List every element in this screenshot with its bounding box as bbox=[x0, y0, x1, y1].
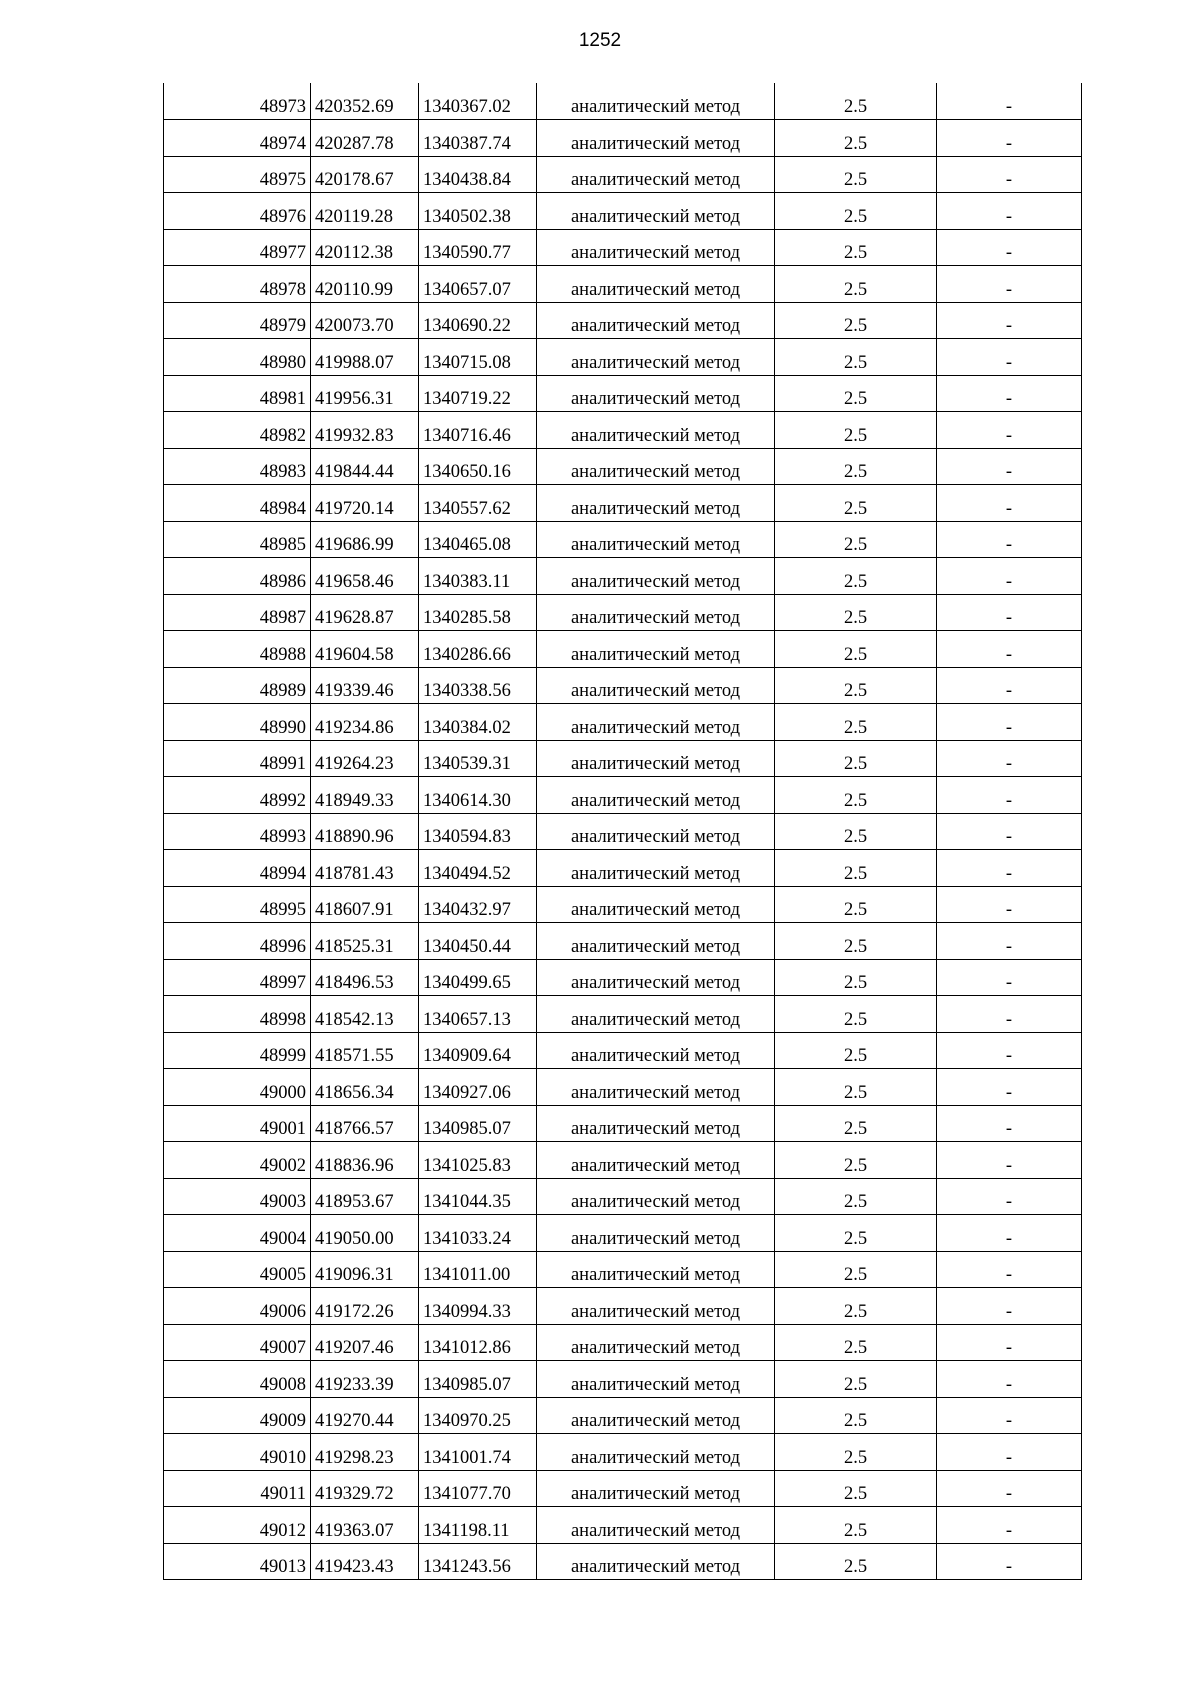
description-cell: - bbox=[937, 813, 1082, 850]
method-cell: аналитический метод bbox=[537, 996, 775, 1033]
y-coordinate-cell: 1341243.56 bbox=[419, 1543, 537, 1580]
method-cell: аналитический метод bbox=[537, 740, 775, 777]
point-number-cell: 49009 bbox=[164, 1397, 311, 1434]
description-cell: - bbox=[937, 1507, 1082, 1544]
point-number-cell: 49010 bbox=[164, 1434, 311, 1471]
table-row bbox=[164, 266, 1082, 303]
description-cell: - bbox=[937, 959, 1082, 996]
table-row bbox=[164, 1543, 1082, 1580]
method-cell: аналитический метод bbox=[537, 1397, 775, 1434]
coordinates-table-body bbox=[164, 83, 1082, 1580]
point-number-cell: 48990 bbox=[164, 704, 311, 741]
x-coordinate-cell: 419988.07 bbox=[311, 339, 419, 376]
point-number-cell: 49002 bbox=[164, 1142, 311, 1179]
precision-cell: 2.5 bbox=[775, 1288, 937, 1325]
method-cell: аналитический метод bbox=[537, 448, 775, 485]
method-cell: аналитический метод bbox=[537, 120, 775, 157]
x-coordinate-cell: 418949.33 bbox=[311, 777, 419, 814]
y-coordinate-cell: 1341033.24 bbox=[419, 1215, 537, 1252]
y-coordinate-cell: 1340657.07 bbox=[419, 266, 537, 303]
y-coordinate-cell: 1340909.64 bbox=[419, 1032, 537, 1069]
table-row bbox=[164, 521, 1082, 558]
precision-cell: 2.5 bbox=[775, 1251, 937, 1288]
description-cell: - bbox=[937, 777, 1082, 814]
description-cell: - bbox=[937, 1324, 1082, 1361]
y-coordinate-cell: 1340650.16 bbox=[419, 448, 537, 485]
precision-cell: 2.5 bbox=[775, 777, 937, 814]
x-coordinate-cell: 419096.31 bbox=[311, 1251, 419, 1288]
precision-cell: 2.5 bbox=[775, 1324, 937, 1361]
y-coordinate-cell: 1340590.77 bbox=[419, 229, 537, 266]
description-cell: - bbox=[937, 375, 1082, 412]
y-coordinate-cell: 1340450.44 bbox=[419, 923, 537, 960]
precision-cell: 2.5 bbox=[775, 229, 937, 266]
table-row bbox=[164, 704, 1082, 741]
y-coordinate-cell: 1340716.46 bbox=[419, 412, 537, 449]
table-row bbox=[164, 412, 1082, 449]
y-coordinate-cell: 1340367.02 bbox=[419, 83, 537, 120]
precision-cell: 2.5 bbox=[775, 996, 937, 1033]
x-coordinate-cell: 419628.87 bbox=[311, 594, 419, 631]
point-number-cell: 48997 bbox=[164, 959, 311, 996]
description-cell: - bbox=[937, 996, 1082, 1033]
table-row bbox=[164, 1507, 1082, 1544]
precision-cell: 2.5 bbox=[775, 521, 937, 558]
x-coordinate-cell: 419686.99 bbox=[311, 521, 419, 558]
x-coordinate-cell: 418542.13 bbox=[311, 996, 419, 1033]
method-cell: аналитический метод bbox=[537, 193, 775, 230]
point-number-cell: 48992 bbox=[164, 777, 311, 814]
coordinates-table bbox=[163, 83, 1082, 1580]
point-number-cell: 48987 bbox=[164, 594, 311, 631]
table-row bbox=[164, 850, 1082, 887]
description-cell: - bbox=[937, 266, 1082, 303]
precision-cell: 2.5 bbox=[775, 667, 937, 704]
method-cell: аналитический метод bbox=[537, 850, 775, 887]
point-number-cell: 48982 bbox=[164, 412, 311, 449]
y-coordinate-cell: 1340539.31 bbox=[419, 740, 537, 777]
point-number-cell: 49013 bbox=[164, 1543, 311, 1580]
table-row bbox=[164, 1178, 1082, 1215]
point-number-cell: 49004 bbox=[164, 1215, 311, 1252]
x-coordinate-cell: 420119.28 bbox=[311, 193, 419, 230]
page-number: 1252 bbox=[578, 30, 622, 51]
point-number-cell: 48991 bbox=[164, 740, 311, 777]
table-row bbox=[164, 1361, 1082, 1398]
x-coordinate-cell: 419298.23 bbox=[311, 1434, 419, 1471]
y-coordinate-cell: 1340432.97 bbox=[419, 886, 537, 923]
y-coordinate-cell: 1340465.08 bbox=[419, 521, 537, 558]
description-cell: - bbox=[937, 412, 1082, 449]
precision-cell: 2.5 bbox=[775, 923, 937, 960]
description-cell: - bbox=[937, 83, 1082, 120]
point-number-cell: 48983 bbox=[164, 448, 311, 485]
table-row bbox=[164, 156, 1082, 193]
precision-cell: 2.5 bbox=[775, 448, 937, 485]
x-coordinate-cell: 419233.39 bbox=[311, 1361, 419, 1398]
table-row bbox=[164, 229, 1082, 266]
method-cell: аналитический метод bbox=[537, 1105, 775, 1142]
x-coordinate-cell: 419207.46 bbox=[311, 1324, 419, 1361]
point-number-cell: 48998 bbox=[164, 996, 311, 1033]
table-row bbox=[164, 886, 1082, 923]
table-row bbox=[164, 1215, 1082, 1252]
description-cell: - bbox=[937, 886, 1082, 923]
description-cell: - bbox=[937, 704, 1082, 741]
description-cell: - bbox=[937, 1397, 1082, 1434]
description-cell: - bbox=[937, 1142, 1082, 1179]
precision-cell: 2.5 bbox=[775, 1434, 937, 1471]
method-cell: аналитический метод bbox=[537, 1543, 775, 1580]
table-row bbox=[164, 1288, 1082, 1325]
method-cell: аналитический метод bbox=[537, 375, 775, 412]
x-coordinate-cell: 420178.67 bbox=[311, 156, 419, 193]
table-row bbox=[164, 83, 1082, 120]
precision-cell: 2.5 bbox=[775, 485, 937, 522]
y-coordinate-cell: 1340690.22 bbox=[419, 302, 537, 339]
y-coordinate-cell: 1340502.38 bbox=[419, 193, 537, 230]
description-cell: - bbox=[937, 1032, 1082, 1069]
point-number-cell: 48979 bbox=[164, 302, 311, 339]
description-cell: - bbox=[937, 631, 1082, 668]
point-number-cell: 48999 bbox=[164, 1032, 311, 1069]
x-coordinate-cell: 419363.07 bbox=[311, 1507, 419, 1544]
description-cell: - bbox=[937, 1470, 1082, 1507]
x-coordinate-cell: 418525.31 bbox=[311, 923, 419, 960]
method-cell: аналитический метод bbox=[537, 1215, 775, 1252]
table-row bbox=[164, 959, 1082, 996]
x-coordinate-cell: 418766.57 bbox=[311, 1105, 419, 1142]
description-cell: - bbox=[937, 594, 1082, 631]
method-cell: аналитический метод bbox=[537, 813, 775, 850]
y-coordinate-cell: 1340286.66 bbox=[419, 631, 537, 668]
x-coordinate-cell: 419423.43 bbox=[311, 1543, 419, 1580]
precision-cell: 2.5 bbox=[775, 558, 937, 595]
description-cell: - bbox=[937, 923, 1082, 960]
point-number-cell: 49008 bbox=[164, 1361, 311, 1398]
precision-cell: 2.5 bbox=[775, 813, 937, 850]
point-number-cell: 49007 bbox=[164, 1324, 311, 1361]
x-coordinate-cell: 419234.86 bbox=[311, 704, 419, 741]
y-coordinate-cell: 1341011.00 bbox=[419, 1251, 537, 1288]
x-coordinate-cell: 420112.38 bbox=[311, 229, 419, 266]
table-row bbox=[164, 631, 1082, 668]
x-coordinate-cell: 418890.96 bbox=[311, 813, 419, 850]
method-cell: аналитический метод bbox=[537, 521, 775, 558]
description-cell: - bbox=[937, 850, 1082, 887]
description-cell: - bbox=[937, 339, 1082, 376]
table-row bbox=[164, 339, 1082, 376]
point-number-cell: 48995 bbox=[164, 886, 311, 923]
y-coordinate-cell: 1340994.33 bbox=[419, 1288, 537, 1325]
table-row bbox=[164, 485, 1082, 522]
description-cell: - bbox=[937, 1215, 1082, 1252]
method-cell: аналитический метод bbox=[537, 1178, 775, 1215]
x-coordinate-cell: 419329.72 bbox=[311, 1470, 419, 1507]
table-row bbox=[164, 777, 1082, 814]
x-coordinate-cell: 420287.78 bbox=[311, 120, 419, 157]
method-cell: аналитический метод bbox=[537, 959, 775, 996]
y-coordinate-cell: 1340494.52 bbox=[419, 850, 537, 887]
y-coordinate-cell: 1340384.02 bbox=[419, 704, 537, 741]
description-cell: - bbox=[937, 229, 1082, 266]
point-number-cell: 48988 bbox=[164, 631, 311, 668]
precision-cell: 2.5 bbox=[775, 1543, 937, 1580]
precision-cell: 2.5 bbox=[775, 339, 937, 376]
x-coordinate-cell: 419604.58 bbox=[311, 631, 419, 668]
y-coordinate-cell: 1340594.83 bbox=[419, 813, 537, 850]
precision-cell: 2.5 bbox=[775, 594, 937, 631]
method-cell: аналитический метод bbox=[537, 1069, 775, 1106]
description-cell: - bbox=[937, 1251, 1082, 1288]
y-coordinate-cell: 1340557.62 bbox=[419, 485, 537, 522]
precision-cell: 2.5 bbox=[775, 886, 937, 923]
y-coordinate-cell: 1340927.06 bbox=[419, 1069, 537, 1106]
method-cell: аналитический метод bbox=[537, 83, 775, 120]
x-coordinate-cell: 419050.00 bbox=[311, 1215, 419, 1252]
precision-cell: 2.5 bbox=[775, 156, 937, 193]
description-cell: - bbox=[937, 448, 1082, 485]
description-cell: - bbox=[937, 558, 1082, 595]
x-coordinate-cell: 419720.14 bbox=[311, 485, 419, 522]
x-coordinate-cell: 420073.70 bbox=[311, 302, 419, 339]
precision-cell: 2.5 bbox=[775, 704, 937, 741]
precision-cell: 2.5 bbox=[775, 1105, 937, 1142]
table-row bbox=[164, 1032, 1082, 1069]
table-row bbox=[164, 1069, 1082, 1106]
precision-cell: 2.5 bbox=[775, 1397, 937, 1434]
method-cell: аналитический метод bbox=[537, 339, 775, 376]
method-cell: аналитический метод bbox=[537, 1032, 775, 1069]
description-cell: - bbox=[937, 120, 1082, 157]
point-number-cell: 48975 bbox=[164, 156, 311, 193]
table-row bbox=[164, 923, 1082, 960]
y-coordinate-cell: 1341198.11 bbox=[419, 1507, 537, 1544]
method-cell: аналитический метод bbox=[537, 923, 775, 960]
x-coordinate-cell: 419658.46 bbox=[311, 558, 419, 595]
precision-cell: 2.5 bbox=[775, 375, 937, 412]
description-cell: - bbox=[937, 1288, 1082, 1325]
method-cell: аналитический метод bbox=[537, 631, 775, 668]
x-coordinate-cell: 418571.55 bbox=[311, 1032, 419, 1069]
table-row bbox=[164, 667, 1082, 704]
precision-cell: 2.5 bbox=[775, 959, 937, 996]
table-row bbox=[164, 302, 1082, 339]
y-coordinate-cell: 1340338.56 bbox=[419, 667, 537, 704]
point-number-cell: 49012 bbox=[164, 1507, 311, 1544]
point-number-cell: 48974 bbox=[164, 120, 311, 157]
table-row bbox=[164, 740, 1082, 777]
point-number-cell: 48981 bbox=[164, 375, 311, 412]
x-coordinate-cell: 419844.44 bbox=[311, 448, 419, 485]
x-coordinate-cell: 418836.96 bbox=[311, 1142, 419, 1179]
description-cell: - bbox=[937, 1178, 1082, 1215]
y-coordinate-cell: 1340985.07 bbox=[419, 1105, 537, 1142]
precision-cell: 2.5 bbox=[775, 850, 937, 887]
y-coordinate-cell: 1340387.74 bbox=[419, 120, 537, 157]
point-number-cell: 48994 bbox=[164, 850, 311, 887]
description-cell: - bbox=[937, 740, 1082, 777]
method-cell: аналитический метод bbox=[537, 1361, 775, 1398]
x-coordinate-cell: 420110.99 bbox=[311, 266, 419, 303]
table-row bbox=[164, 1324, 1082, 1361]
precision-cell: 2.5 bbox=[775, 412, 937, 449]
description-cell: - bbox=[937, 521, 1082, 558]
table-row bbox=[164, 1470, 1082, 1507]
precision-cell: 2.5 bbox=[775, 1142, 937, 1179]
point-number-cell: 49006 bbox=[164, 1288, 311, 1325]
table-row bbox=[164, 1434, 1082, 1471]
precision-cell: 2.5 bbox=[775, 1470, 937, 1507]
y-coordinate-cell: 1340438.84 bbox=[419, 156, 537, 193]
precision-cell: 2.5 bbox=[775, 1178, 937, 1215]
table-row bbox=[164, 193, 1082, 230]
method-cell: аналитический метод bbox=[537, 667, 775, 704]
table-row bbox=[164, 558, 1082, 595]
table-row bbox=[164, 448, 1082, 485]
method-cell: аналитический метод bbox=[537, 156, 775, 193]
method-cell: аналитический метод bbox=[537, 229, 775, 266]
point-number-cell: 48978 bbox=[164, 266, 311, 303]
method-cell: аналитический метод bbox=[537, 1434, 775, 1471]
point-number-cell: 48980 bbox=[164, 339, 311, 376]
point-number-cell: 49003 bbox=[164, 1178, 311, 1215]
point-number-cell: 48989 bbox=[164, 667, 311, 704]
description-cell: - bbox=[937, 667, 1082, 704]
precision-cell: 2.5 bbox=[775, 1361, 937, 1398]
point-number-cell: 49005 bbox=[164, 1251, 311, 1288]
y-coordinate-cell: 1341001.74 bbox=[419, 1434, 537, 1471]
point-number-cell: 49011 bbox=[164, 1470, 311, 1507]
y-coordinate-cell: 1340715.08 bbox=[419, 339, 537, 376]
y-coordinate-cell: 1340985.07 bbox=[419, 1361, 537, 1398]
x-coordinate-cell: 418953.67 bbox=[311, 1178, 419, 1215]
method-cell: аналитический метод bbox=[537, 558, 775, 595]
precision-cell: 2.5 bbox=[775, 302, 937, 339]
table-row bbox=[164, 1251, 1082, 1288]
method-cell: аналитический метод bbox=[537, 1142, 775, 1179]
method-cell: аналитический метод bbox=[537, 886, 775, 923]
table-row bbox=[164, 1397, 1082, 1434]
description-cell: - bbox=[937, 1434, 1082, 1471]
method-cell: аналитический метод bbox=[537, 412, 775, 449]
x-coordinate-cell: 419339.46 bbox=[311, 667, 419, 704]
x-coordinate-cell: 420352.69 bbox=[311, 83, 419, 120]
x-coordinate-cell: 419270.44 bbox=[311, 1397, 419, 1434]
precision-cell: 2.5 bbox=[775, 1032, 937, 1069]
description-cell: - bbox=[937, 1105, 1082, 1142]
precision-cell: 2.5 bbox=[775, 1069, 937, 1106]
y-coordinate-cell: 1340657.13 bbox=[419, 996, 537, 1033]
method-cell: аналитический метод bbox=[537, 1507, 775, 1544]
method-cell: аналитический метод bbox=[537, 1251, 775, 1288]
x-coordinate-cell: 419172.26 bbox=[311, 1288, 419, 1325]
description-cell: - bbox=[937, 485, 1082, 522]
description-cell: - bbox=[937, 1543, 1082, 1580]
point-number-cell: 49001 bbox=[164, 1105, 311, 1142]
x-coordinate-cell: 418656.34 bbox=[311, 1069, 419, 1106]
y-coordinate-cell: 1340970.25 bbox=[419, 1397, 537, 1434]
y-coordinate-cell: 1340614.30 bbox=[419, 777, 537, 814]
x-coordinate-cell: 419264.23 bbox=[311, 740, 419, 777]
table-row bbox=[164, 594, 1082, 631]
point-number-cell: 48976 bbox=[164, 193, 311, 230]
table-row bbox=[164, 813, 1082, 850]
precision-cell: 2.5 bbox=[775, 1507, 937, 1544]
y-coordinate-cell: 1340383.11 bbox=[419, 558, 537, 595]
x-coordinate-cell: 419956.31 bbox=[311, 375, 419, 412]
description-cell: - bbox=[937, 1361, 1082, 1398]
point-number-cell: 48977 bbox=[164, 229, 311, 266]
y-coordinate-cell: 1341077.70 bbox=[419, 1470, 537, 1507]
x-coordinate-cell: 418496.53 bbox=[311, 959, 419, 996]
precision-cell: 2.5 bbox=[775, 266, 937, 303]
precision-cell: 2.5 bbox=[775, 193, 937, 230]
y-coordinate-cell: 1341025.83 bbox=[419, 1142, 537, 1179]
precision-cell: 2.5 bbox=[775, 83, 937, 120]
precision-cell: 2.5 bbox=[775, 1215, 937, 1252]
y-coordinate-cell: 1340499.65 bbox=[419, 959, 537, 996]
description-cell: - bbox=[937, 193, 1082, 230]
point-number-cell: 48996 bbox=[164, 923, 311, 960]
description-cell: - bbox=[937, 302, 1082, 339]
y-coordinate-cell: 1340719.22 bbox=[419, 375, 537, 412]
x-coordinate-cell: 419932.83 bbox=[311, 412, 419, 449]
method-cell: аналитический метод bbox=[537, 1470, 775, 1507]
precision-cell: 2.5 bbox=[775, 631, 937, 668]
x-coordinate-cell: 418781.43 bbox=[311, 850, 419, 887]
method-cell: аналитический метод bbox=[537, 302, 775, 339]
table-row bbox=[164, 375, 1082, 412]
method-cell: аналитический метод bbox=[537, 485, 775, 522]
method-cell: аналитический метод bbox=[537, 1324, 775, 1361]
x-coordinate-cell: 418607.91 bbox=[311, 886, 419, 923]
point-number-cell: 49000 bbox=[164, 1069, 311, 1106]
method-cell: аналитический метод bbox=[537, 266, 775, 303]
method-cell: аналитический метод bbox=[537, 777, 775, 814]
point-number-cell: 48973 bbox=[164, 83, 311, 120]
y-coordinate-cell: 1340285.58 bbox=[419, 594, 537, 631]
precision-cell: 2.5 bbox=[775, 120, 937, 157]
point-number-cell: 48985 bbox=[164, 521, 311, 558]
method-cell: аналитический метод bbox=[537, 704, 775, 741]
description-cell: - bbox=[937, 1069, 1082, 1106]
description-cell: - bbox=[937, 156, 1082, 193]
table-row bbox=[164, 1105, 1082, 1142]
point-number-cell: 48993 bbox=[164, 813, 311, 850]
table-row bbox=[164, 1142, 1082, 1179]
point-number-cell: 48986 bbox=[164, 558, 311, 595]
y-coordinate-cell: 1341044.35 bbox=[419, 1178, 537, 1215]
table-row bbox=[164, 996, 1082, 1033]
method-cell: аналитический метод bbox=[537, 1288, 775, 1325]
y-coordinate-cell: 1341012.86 bbox=[419, 1324, 537, 1361]
precision-cell: 2.5 bbox=[775, 740, 937, 777]
table-row bbox=[164, 120, 1082, 157]
method-cell: аналитический метод bbox=[537, 594, 775, 631]
point-number-cell: 48984 bbox=[164, 485, 311, 522]
